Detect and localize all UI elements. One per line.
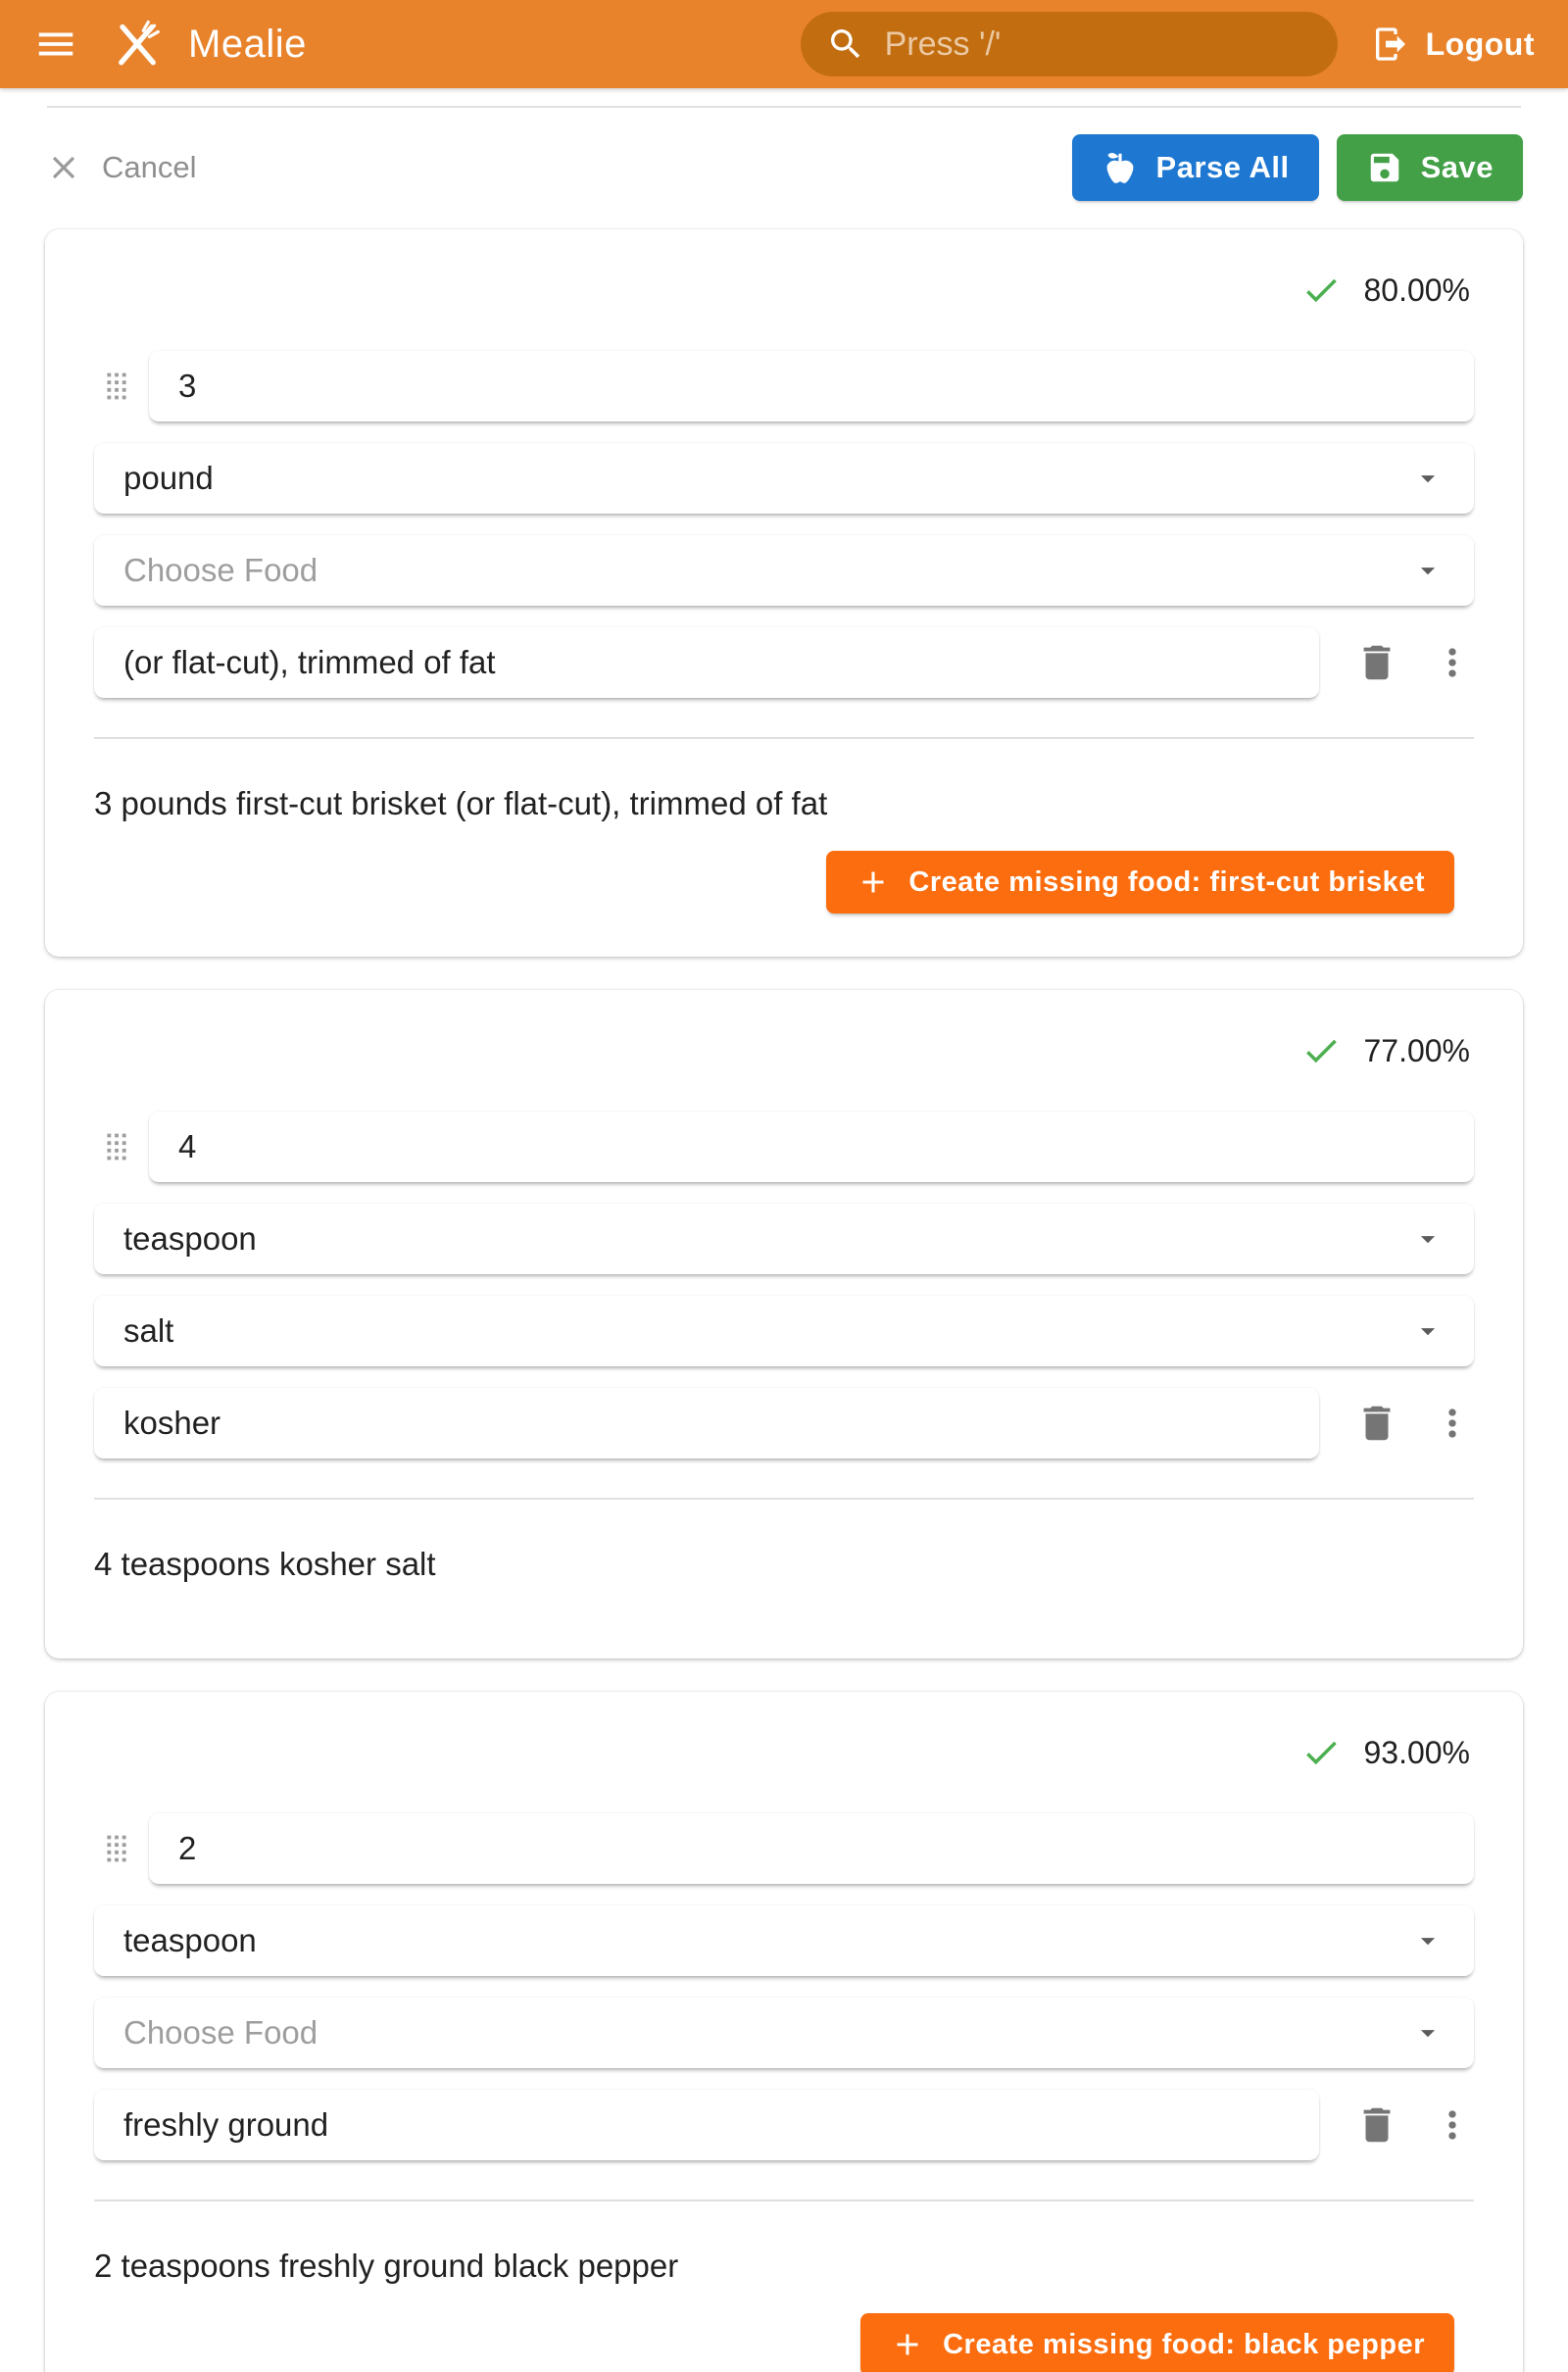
quantity-input[interactable] bbox=[149, 1112, 1474, 1182]
confidence-row bbox=[94, 269, 1474, 312]
drag-handle[interactable] bbox=[94, 1826, 149, 1871]
unit-select[interactable] bbox=[94, 443, 1474, 514]
unit-value: teaspoon bbox=[123, 1922, 257, 1958]
ingredient-card bbox=[45, 1692, 1523, 2372]
food-select[interactable] bbox=[94, 535, 1474, 606]
app-title: Mealie bbox=[188, 22, 307, 66]
more-options-button[interactable] bbox=[1431, 1402, 1474, 1445]
check-icon bbox=[1300, 1732, 1342, 1773]
chevron-down-icon bbox=[1411, 554, 1445, 587]
drag-handle[interactable] bbox=[94, 1124, 149, 1169]
food-placeholder: Choose Food bbox=[123, 2014, 318, 2051]
food-select[interactable] bbox=[94, 1998, 1474, 2068]
create-missing-food-label: Create missing food: black pepper bbox=[943, 2328, 1425, 2360]
create-missing-food-label: Create missing food: first-cut brisket bbox=[908, 865, 1425, 898]
parse-all-label: Parse All bbox=[1155, 150, 1290, 184]
original-text: 4 teaspoons kosher salt bbox=[94, 1546, 436, 1582]
parse-all-button[interactable] bbox=[1072, 134, 1319, 201]
create-missing-food-button[interactable] bbox=[860, 2313, 1454, 2372]
quantity-input[interactable] bbox=[149, 1813, 1474, 1884]
note-input[interactable] bbox=[94, 2090, 1319, 2160]
confidence-value: 80.00% bbox=[1363, 272, 1470, 308]
food-placeholder: Choose Food bbox=[123, 552, 318, 588]
unit-value: teaspoon bbox=[123, 1220, 257, 1257]
save-button[interactable] bbox=[1337, 134, 1523, 201]
ingredient-card bbox=[45, 990, 1523, 1658]
confidence-value: 93.00% bbox=[1363, 1734, 1470, 1770]
toolbar bbox=[45, 133, 1523, 202]
save-label: Save bbox=[1420, 150, 1494, 184]
unit-select[interactable] bbox=[94, 1204, 1474, 1274]
card-divider bbox=[94, 1498, 1474, 1500]
confidence-row bbox=[94, 1029, 1474, 1072]
confidence-row bbox=[94, 1731, 1474, 1774]
logout-icon bbox=[1371, 25, 1410, 64]
card-divider bbox=[94, 2199, 1474, 2201]
hamburger-icon bbox=[33, 22, 78, 67]
mealie-logo-icon[interactable] bbox=[108, 15, 167, 74]
search-icon bbox=[826, 25, 865, 64]
card-divider bbox=[94, 737, 1474, 739]
plus-icon bbox=[890, 2327, 925, 2362]
header-divider bbox=[47, 106, 1521, 108]
delete-button[interactable] bbox=[1354, 1401, 1399, 1446]
plus-icon bbox=[856, 865, 891, 900]
original-text: 3 pounds first-cut brisket (or flat-cut), trimmed of fat bbox=[94, 785, 828, 821]
original-text: 2 teaspoons freshly ground black pepper bbox=[94, 2248, 679, 2284]
chevron-down-icon bbox=[1411, 1924, 1445, 1957]
app-header bbox=[0, 0, 1568, 88]
menu-button[interactable] bbox=[33, 22, 78, 67]
search-bar[interactable] bbox=[801, 12, 1338, 76]
food-select[interactable] bbox=[94, 1296, 1474, 1366]
create-missing-food-button[interactable] bbox=[826, 851, 1454, 914]
chevron-down-icon bbox=[1411, 2016, 1445, 2050]
more-options-button[interactable] bbox=[1431, 2103, 1474, 2147]
check-icon bbox=[1300, 270, 1342, 311]
drag-handle[interactable] bbox=[94, 364, 149, 409]
cancel-button[interactable] bbox=[45, 149, 197, 186]
chevron-down-icon bbox=[1411, 1222, 1445, 1256]
quantity-input[interactable] bbox=[149, 351, 1474, 421]
save-icon bbox=[1366, 149, 1403, 186]
search-input[interactable] bbox=[883, 25, 1312, 65]
delete-button[interactable] bbox=[1354, 640, 1399, 685]
logout-label: Logout bbox=[1425, 25, 1535, 62]
food-value: salt bbox=[123, 1312, 174, 1349]
logout-button[interactable] bbox=[1371, 25, 1535, 64]
chevron-down-icon bbox=[1411, 462, 1445, 495]
unit-select[interactable] bbox=[94, 1905, 1474, 1976]
close-icon bbox=[45, 149, 82, 186]
confidence-value: 77.00% bbox=[1363, 1032, 1470, 1068]
unit-value: pound bbox=[123, 460, 214, 496]
note-input[interactable] bbox=[94, 627, 1319, 698]
check-icon bbox=[1300, 1030, 1342, 1071]
ingredient-card bbox=[45, 229, 1523, 957]
delete-button[interactable] bbox=[1354, 2102, 1399, 2148]
more-options-button[interactable] bbox=[1431, 641, 1474, 684]
apple-icon bbox=[1102, 149, 1139, 186]
cancel-label: Cancel bbox=[102, 150, 197, 184]
chevron-down-icon bbox=[1411, 1314, 1445, 1348]
note-input[interactable] bbox=[94, 1388, 1319, 1458]
